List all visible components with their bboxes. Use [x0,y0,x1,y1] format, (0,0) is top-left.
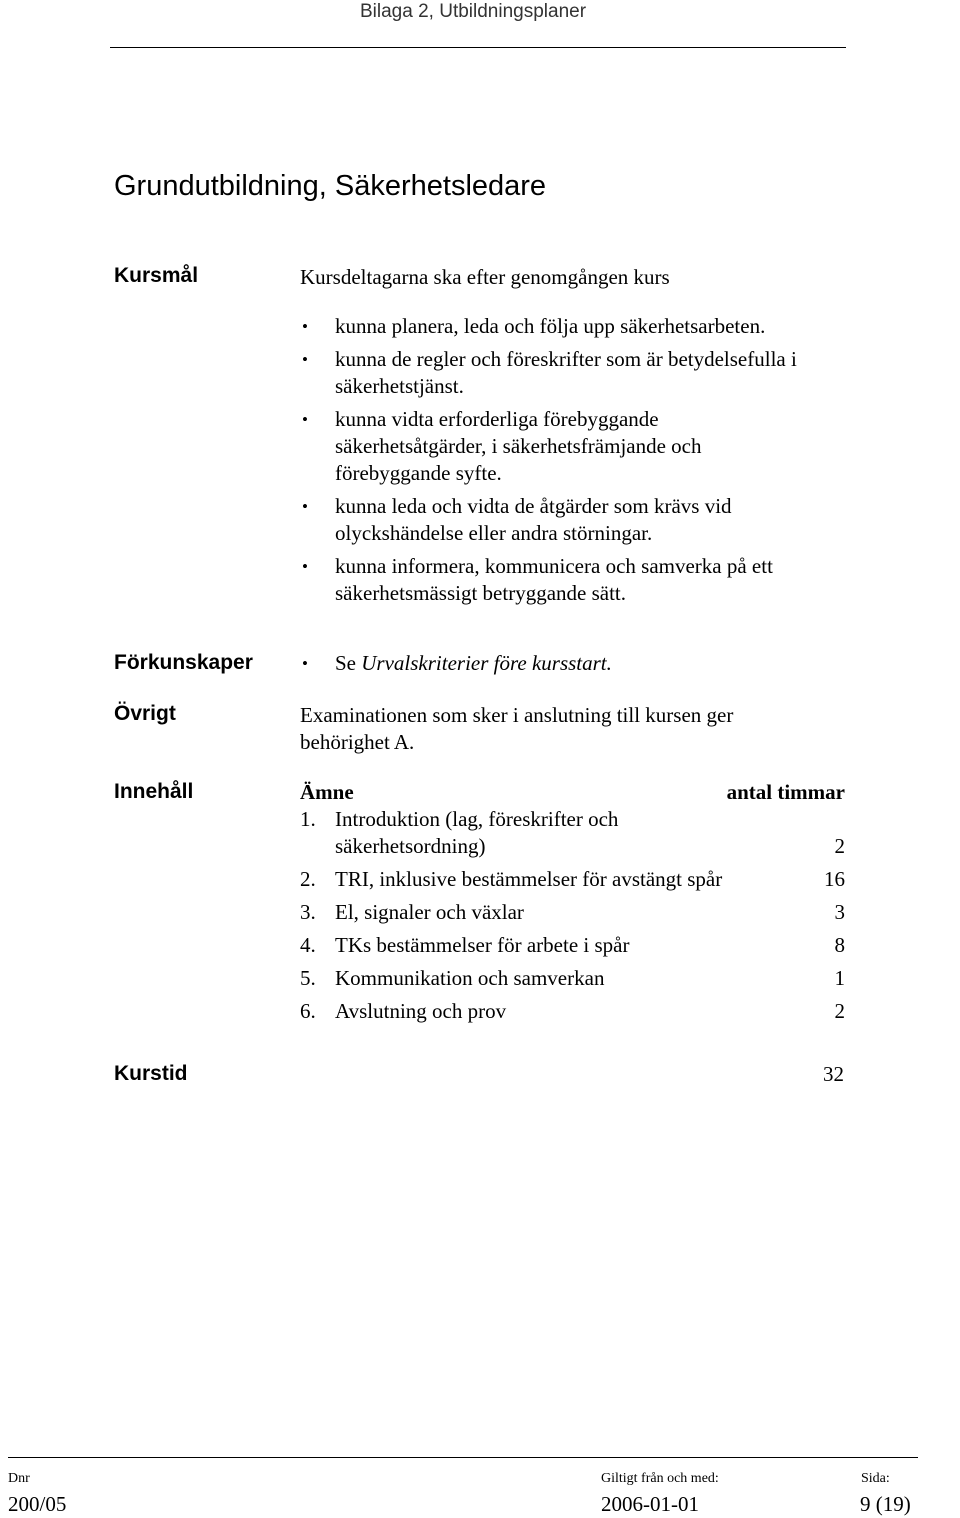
row-hours: 2 [834,834,845,858]
row-subject: TRI, inklusive bestämmelser för avstängt spår [335,867,723,891]
row-number: 3. [300,900,316,924]
kurstid-label: Kurstid [114,1062,188,1085]
table-row [300,932,845,959]
row-number: 5. [300,966,316,990]
innehall-label: Innehåll [114,780,194,803]
footer-page-value: 9 (19) [860,1492,911,1516]
list-item: • kunna planera, leda och följa upp säkerhetsarbeten. [302,314,766,338]
list-item: • kunna vidta erforderliga förebyggande säkerhetsåtgärder, i säkerhetsfrämjande och förebyggande syfte. [302,407,702,485]
forkunskaper-label: Förkunskaper [114,651,253,674]
urvalskriterier-reference: Urvalskriterier före kursstart. [361,651,612,675]
table-row [300,965,845,992]
row-subject: Avslutning och prov [335,999,507,1023]
running-header: Bilaga 2, Utbildningsplaner [360,1,587,22]
row-subject: Kommunikation och samverkan [335,966,605,990]
row-hours: 16 [824,867,845,891]
row-number: 6. [300,999,316,1023]
column-header-hours: antal timmar [726,780,845,804]
bullet-icon: • [302,317,308,336]
kurstid-value: 32 [823,1062,844,1086]
table-row [300,866,845,893]
row-hours: 3 [834,900,845,924]
bullet-icon: • [302,654,308,673]
forkunskaper-list [300,650,845,677]
ovrigt-label: Övrigt [114,702,176,725]
footer-valid-value: 2006-01-01 [601,1492,699,1516]
bullet-icon: • [302,350,308,369]
row-number: 2. [300,867,316,891]
list-item: • kunna de regler och föreskrifter som är betydelsefulla i säkerhetstjänst. [302,347,797,398]
page-title: Grundutbildning, Säkerhetsledare [114,170,547,202]
ovrigt-text: Examinationen som sker i anslutning till kursen ger behörighet A. [300,703,734,754]
footer-page-label: Sida: [861,1471,890,1486]
list-item: • Se Urvalskriterier före kursstart. [302,651,612,675]
row-subject: TKs bestämmelser för arbete i spår [335,933,630,957]
row-number: 4. [300,933,316,957]
footer-dnr-label: Dnr [8,1471,30,1486]
row-hours: 8 [834,933,845,957]
bullet-icon: • [302,557,308,576]
row-hours: 2 [834,999,845,1023]
content-table [300,806,845,1025]
bullet-icon: • [302,410,308,429]
kursmal-list [300,313,845,607]
table-row [300,806,845,860]
row-subject: Introduktion (lag, föreskrifter och säkerhetsordning) [335,807,619,858]
bullet-icon: • [302,497,308,516]
table-row [300,899,845,926]
kursmal-intro: Kursdeltagarna ska efter genomgången kurs [300,265,670,289]
row-number: 1. [300,807,316,831]
footer-divider [8,1457,918,1458]
row-hours: 1 [834,966,845,990]
list-item: • kunna leda och vidta de åtgärder som krävs vid olyckshändelse eller andra störningar. [302,494,732,545]
footer-valid-label: Giltigt från och med: [601,1471,719,1486]
kursmal-label: Kursmål [114,264,199,287]
table-row [300,998,845,1025]
header-divider [110,47,846,48]
column-header-subject: Ämne [300,780,354,804]
row-subject: El, signaler och växlar [335,900,524,924]
list-item: • kunna informera, kommunicera och samverka på ett säkerhetsmässigt betryggande sätt. [302,554,773,605]
footer-dnr-value: 200/05 [8,1492,67,1516]
